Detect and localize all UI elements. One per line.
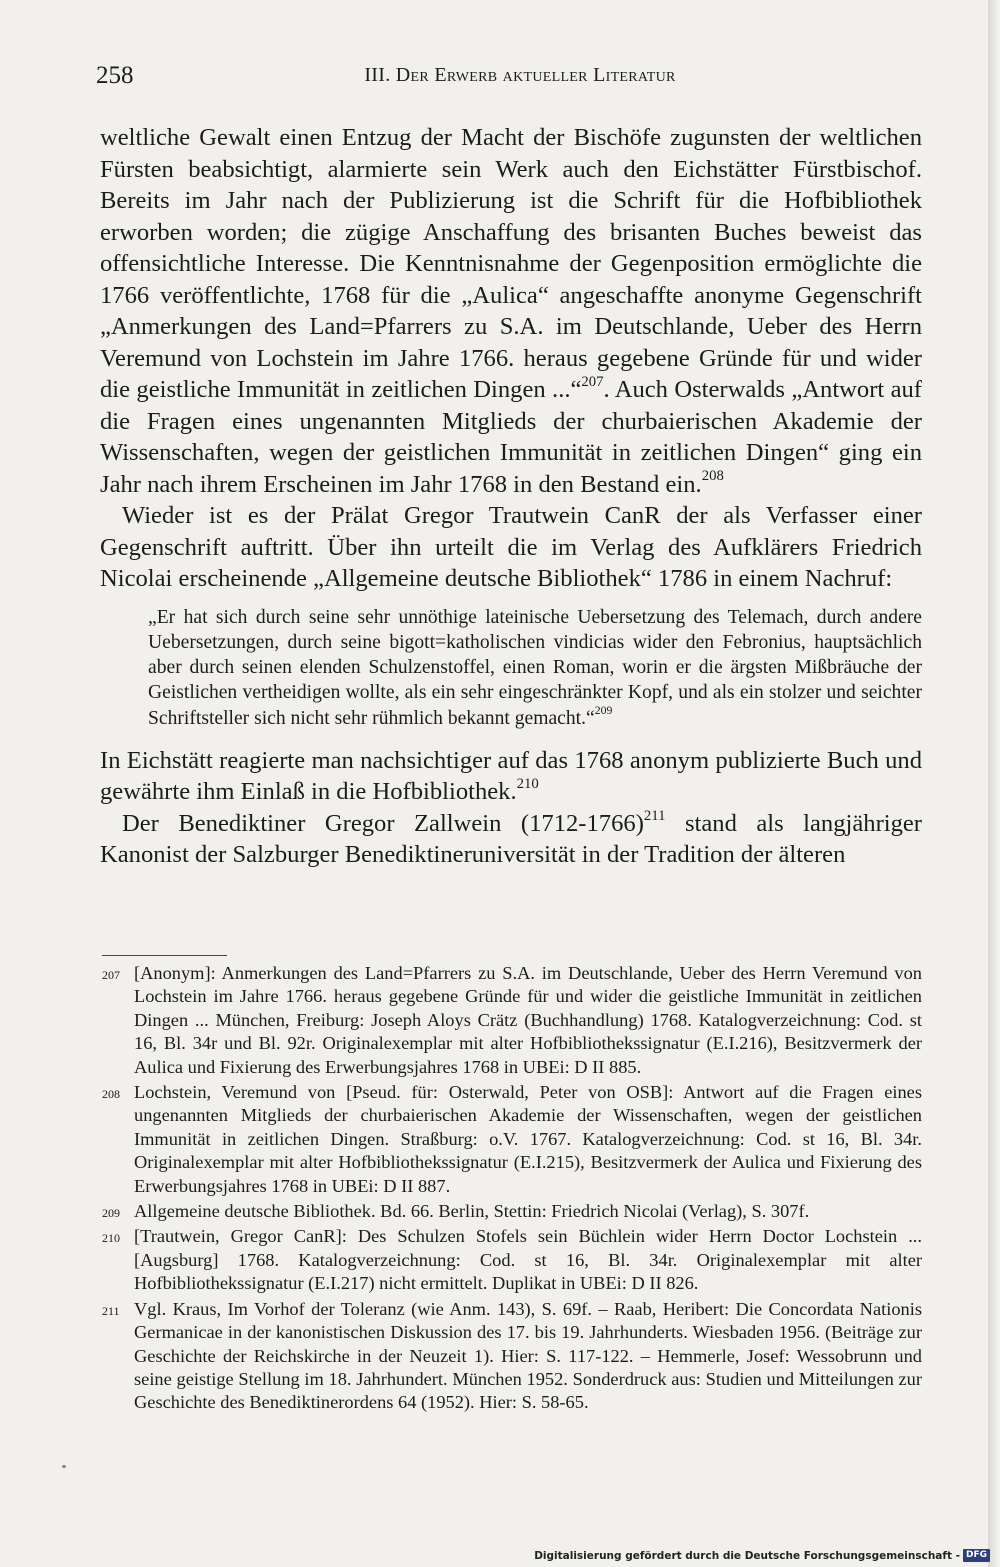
footnote-number: 209 [102,1206,120,1221]
footnote-text: Allgemeine deutsche Bibliothek. Bd. 66. Berlin, Stettin: Friedrich Nicolai (Verlag), S. 307f. [134,1201,810,1222]
running-title: III. Der Erwerb aktueller Literatur [364,64,676,86]
footnote-text: [Trautwein, Gregor CanR]: Des Schulzen Stofels sein Büchlein wider Herrn Doctor Lochstein ... [Augsburg] 1768. Katalogverzeichnung: Cod. st 16, Bl. 34r. Originalexemplar mit alter Hofbibliothekssignatur (E.I.217) nicht ermittelt. Duplikat in UBEi: D II 826. [134,1226,922,1294]
paragraph-4 [100,808,922,871]
paragraph-4-text-b: stand als langjähriger Kanonist der Salzburger Benediktineruniversität in der Tradition der älteren [100,809,922,869]
footnote-211 [102,1298,922,1415]
footnote-208 [102,1081,922,1198]
footnote-207 [102,962,922,1079]
digitization-credit [534,1549,990,1562]
footnote-number: 208 [102,1087,120,1102]
page-number: 258 [96,62,134,89]
page-header [96,62,924,96]
dfg-logo-icon: DFG [963,1549,990,1562]
paragraph-4-text-a: Der Benediktiner Gregor Zallwein (1712-1766) [122,809,644,837]
scan-speck [62,1465,66,1468]
footnote-number: 207 [102,968,120,982]
block-quote [148,605,922,731]
footnote-209 [102,1200,922,1223]
footnote-text: Lochstein, Veremund von [Pseud. für: Osterwald, Peter von OSB]: Antwort auf die Fragen eines ungenannten Mitglieds der churbaierischen Akademie der Wissenschaften, wegen der geistlichen Immunität in zeitlichen Dingen. Straßburg: o.V. 1767. Katalogverzeichnung: Cod. st 16, Bl. 34r. Originalexemplar mit alter Hofbibliothekssignatur (E.I.215), Besitzvermerk der Aulica und Fixierung des Erwerbungsjahres 1768 in UBEi: D II 887. [134,1082,922,1196]
footnote-number: 210 [102,1231,120,1246]
paragraph-1-text-a: weltliche Gewalt einen Entzug der Macht der Bischöfe zugunsten der weltlichen Fürsten beabsichtigt, alarmierte sein Werk auch den Eichstätter Fürstbischof. Bereits im Jahr nach der Publizierung ist die Schrift für die Hofbibliothek erworben worden; die zügige Anschaffung des brisanten Buches beweist das offensichtliche Interesse. Die Kenntnisnahme der Gegenposition ermöglichte die 1766 veröffentlichte, 1768 für die „Aulica“ angeschaffte anonyme Gegenschrift „Anmerkungen des Land=Pfarrers zu S.A. im Deutschlande, Ueber des Herrn Veremund von Lochstein im Jahre 1766. heraus gegebene Gründe für und wider die geistliche Immunität in zeitlichen Dingen ...“ [100,124,922,403]
footnote-text: [Anonym]: Anmerkungen des Land=Pfarrers zu S.A. im Deutschlande, Ueber des Herrn Veremund von Lochstein im Jahre 1766. heraus gegebene Gründe für und wider die geistliche Immunität in zeitlichen Dingen ... München, Freiburg: Joseph Aloys Crätz (Buchhandlung) 1768. Katalogverzeichnung: Cod. st 16, Bl. 34r und Bl. 92r. Originalexemplar mit alter Hofbibliothekssignatur (E.I.216), Besitzvermerk der Aulica und Fixierung des Erwerbungsjahres 1768 in UBEi: D II 885. [134,963,922,1077]
footnote-separator [102,955,227,956]
footnote-210 [102,1225,922,1295]
paragraph-3-text: In Eichstätt reagierte man nachsichtiger auf das 1768 anonym publizierte Buch und gewährte ihm Einlaß in die Hofbibliothek. [100,746,922,806]
credit-text: Digitalisierung gefördert durch die Deutsche Forschungsgemeinschaft - [534,1549,960,1562]
paragraph-1 [100,122,922,500]
footnote-ref-208[interactable]: 208 [701,468,724,485]
footnote-number: 211 [102,1303,120,1318]
block-quote-text: „Er hat sich durch seine sehr unnöthige lateinische Uebersetzung des Telemach, durch andere Uebersetzungen, durch seine bigott=katholischen vindicias wider den Febronius, hauptsächlich aber durch seinen elenden Schulzenstoffel, einen Roman, worin er die ärgsten Mißbräuche der Geistlichen vertheidigen wollte, als ein sehr eingeschränkter Kopf, und als ein stolzer und seichter Schriftsteller sich nicht sehr rühmlich bekannt gemacht.“ [148,606,922,729]
footnote-ref-211[interactable]: 211 [643,807,666,824]
footnote-text: Vgl. Kraus, Im Vorhof der Toleranz (wie Anm. 143), S. 69f. – Raab, Heribert: Die Concordata Nationis Germanicae in der kanonistischen Diskussion des 17. bis 19. Jahrhunderts. Wiesbaden 1956. (Beiträge zur Geschichte der Reichskirche in der Neuzeit 1). Hier: S. 117-122. – Hemmerle, Josef: Wessobrunn und seine geistige Stellung im 18. Jahrhundert. München 1952. Sonderdruck aus: Studien und Mitteilungen zur Geschichte des Benediktinerordens 64 (1952). Hier: S. 58-65. [134,1298,922,1413]
footnote-ref-210[interactable]: 210 [516,776,539,793]
page-edge-shadow [988,0,1000,1567]
paragraph-2: Wieder ist es der Prälat Gregor Trautwein CanR der als Verfasser einer Gegenschrift auftritt. Über ihn urteilt die im Verlag des Aufklärers Friedrich Nicolai erscheinende „Allgemeine deutsche Bibliothek“ 1786 in einem Nachruf: [100,502,922,592]
paragraph-1-text-b: . Auch Osterwalds „Antwort auf die Fragen eines ungenannten Mitglieds der churbaierischen Akademie der Wissenschaften, wegen der geistlichen Immunität in zeitlichen Dingen“ ging ein Jahr nach ihrem Erscheinen im Jahr 1768 in den Bestand ein. [100,376,923,498]
paragraph-3 [100,745,922,808]
footnote-ref-207[interactable]: 207 [581,373,604,390]
body-text [100,122,922,871]
footnote-ref-209[interactable]: 209 [594,704,613,718]
footnotes [102,962,922,1417]
